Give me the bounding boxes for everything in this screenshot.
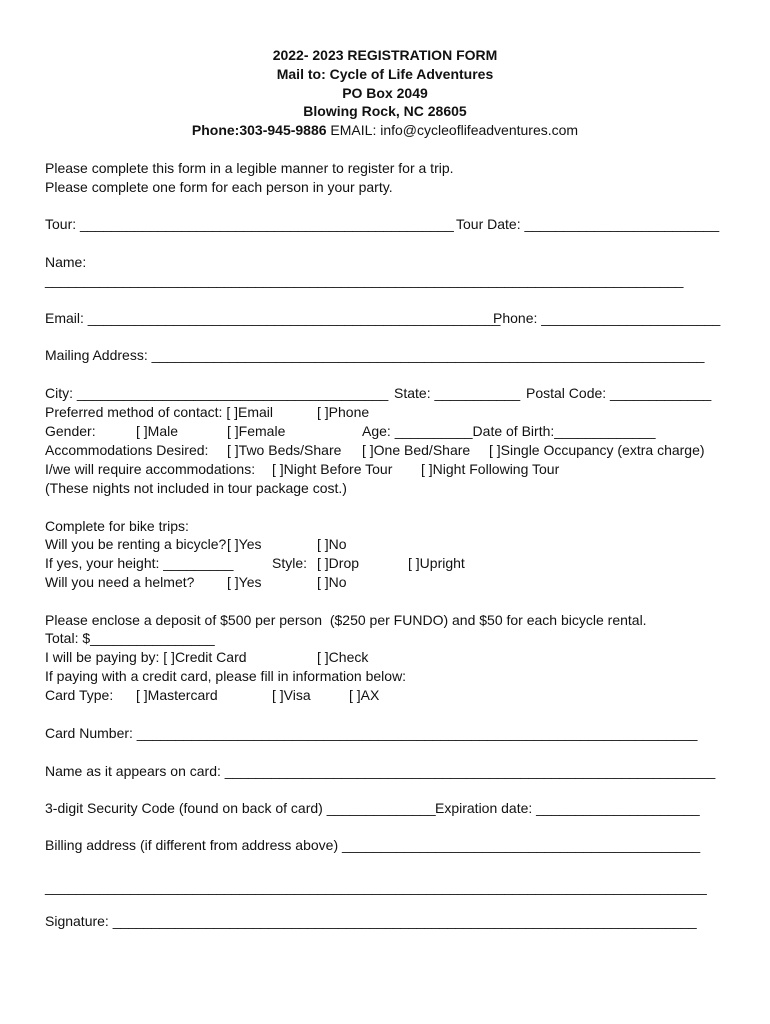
total-field[interactable]: Total: $________________ — [45, 630, 215, 646]
security-code-field[interactable]: 3-digit Security Code (found on back of card) ______________ — [45, 800, 436, 816]
style-upright-checkbox[interactable]: [ ]Upright — [408, 555, 465, 571]
visa-checkbox[interactable]: [ ]Visa — [272, 687, 311, 703]
form-title: 2022- 2023 REGISTRATION FORM — [272, 47, 498, 63]
card-number-field[interactable]: Card Number: ________________________________________________________________________ — [45, 725, 698, 741]
night-before-checkbox[interactable]: [ ]Night Before Tour — [272, 461, 393, 477]
mail-to: Mail to: Cycle of Life Adventures — [276, 66, 494, 82]
city-field[interactable]: City: ________________________________________ — [45, 385, 389, 401]
style-drop-checkbox[interactable]: [ ]Drop — [317, 555, 360, 571]
renting-yes-checkbox[interactable]: [ ]Yes — [227, 536, 262, 552]
mailing-address-field[interactable]: Mailing Address: _______________________________________________________________________ — [45, 347, 705, 363]
name-label: Name: — [45, 254, 87, 270]
bike-heading: Complete for bike trips: — [45, 518, 189, 534]
renting-question: Will you be renting a bicycle? — [45, 536, 227, 552]
intro-line-1: Please complete this form in a legible manner to register for a trip. — [45, 160, 454, 176]
deposit-note: Please enclose a deposit of $500 per person ($250 per FUNDO) and $50 for each bicycle rental. — [45, 612, 647, 628]
billing-address-field[interactable]: Billing address (if different from address above) ______________________________________________ — [45, 837, 701, 853]
helmet-no-checkbox[interactable]: [ ]No — [317, 574, 347, 590]
two-beds-checkbox[interactable]: [ ]Two Beds/Share — [227, 442, 342, 458]
postal-code-field[interactable]: Postal Code: _____________ — [526, 385, 712, 401]
one-bed-checkbox[interactable]: [ ]One Bed/Share — [362, 442, 471, 458]
gender-male-checkbox[interactable]: [ ]Male — [136, 423, 179, 439]
name-field[interactable]: __________________________________________________________________________________ — [45, 272, 684, 288]
credit-card-note: If paying with a credit card, please fill in information below: — [45, 668, 407, 684]
paying-check-checkbox[interactable]: [ ]Check — [317, 649, 369, 665]
signature-field[interactable]: Signature: ___________________________________________________________________________ — [45, 913, 697, 929]
state-field[interactable]: State: ___________ — [394, 385, 521, 401]
phone-number: Phone:303-945-9886 — [191, 122, 327, 138]
accommodations-label: Accommodations Desired: — [45, 442, 209, 458]
height-field[interactable]: If yes, your height: _________ — [45, 555, 234, 571]
helmet-question: Will you need a helmet? — [45, 574, 195, 590]
gender-female-checkbox[interactable]: [ ]Female — [227, 423, 286, 439]
contact-line — [0, 121, 770, 139]
single-occupancy-checkbox[interactable]: [ ]Single Occupancy (extra charge) — [489, 442, 705, 458]
tour-date-field[interactable]: Tour Date: _________________________ — [456, 216, 720, 232]
gender-label: Gender: — [45, 423, 96, 439]
age-dob-field[interactable]: Age: __________Date of Birth:_____________ — [362, 423, 656, 439]
billing-address-line-2[interactable]: _____________________________________________________________________________________ — [45, 879, 707, 895]
email-field[interactable]: Email: _____________________________________________________ — [45, 310, 501, 326]
card-type-label: Card Type: — [45, 687, 114, 703]
email-address: EMAIL: info@cycleoflifeadventures.com — [326, 122, 579, 138]
mastercard-checkbox[interactable]: [ ]Mastercard — [136, 687, 218, 703]
style-label: Style: — [272, 555, 308, 571]
ax-checkbox[interactable]: [ ]AX — [349, 687, 380, 703]
nights-note: (These nights not included in tour package cost.) — [45, 480, 347, 496]
nights-label: I/we will require accommodations: — [45, 461, 256, 477]
po-box: PO Box 2049 — [342, 85, 428, 101]
intro-line-2: Please complete one form for each person in your party. — [45, 179, 393, 195]
tour-field[interactable]: Tour: ________________________________________________ — [45, 216, 454, 232]
expiration-date-field[interactable]: Expiration date: _____________________ — [435, 800, 700, 816]
phone-field[interactable]: Phone: _______________________ — [493, 310, 721, 326]
renting-no-checkbox[interactable]: [ ]No — [317, 536, 347, 552]
night-after-checkbox[interactable]: [ ]Night Following Tour — [421, 461, 560, 477]
paying-credit-card-checkbox[interactable]: I will be paying by: [ ]Credit Card — [45, 649, 247, 665]
contact-method-email[interactable]: Preferred method of contact: [ ]Email — [45, 404, 273, 420]
city-state-zip: Blowing Rock, NC 28605 — [303, 103, 467, 119]
contact-method-phone[interactable]: [ ]Phone — [317, 404, 370, 420]
helmet-yes-checkbox[interactable]: [ ]Yes — [227, 574, 262, 590]
name-on-card-field[interactable]: Name as it appears on card: _______________________________________________________________ — [45, 763, 716, 779]
